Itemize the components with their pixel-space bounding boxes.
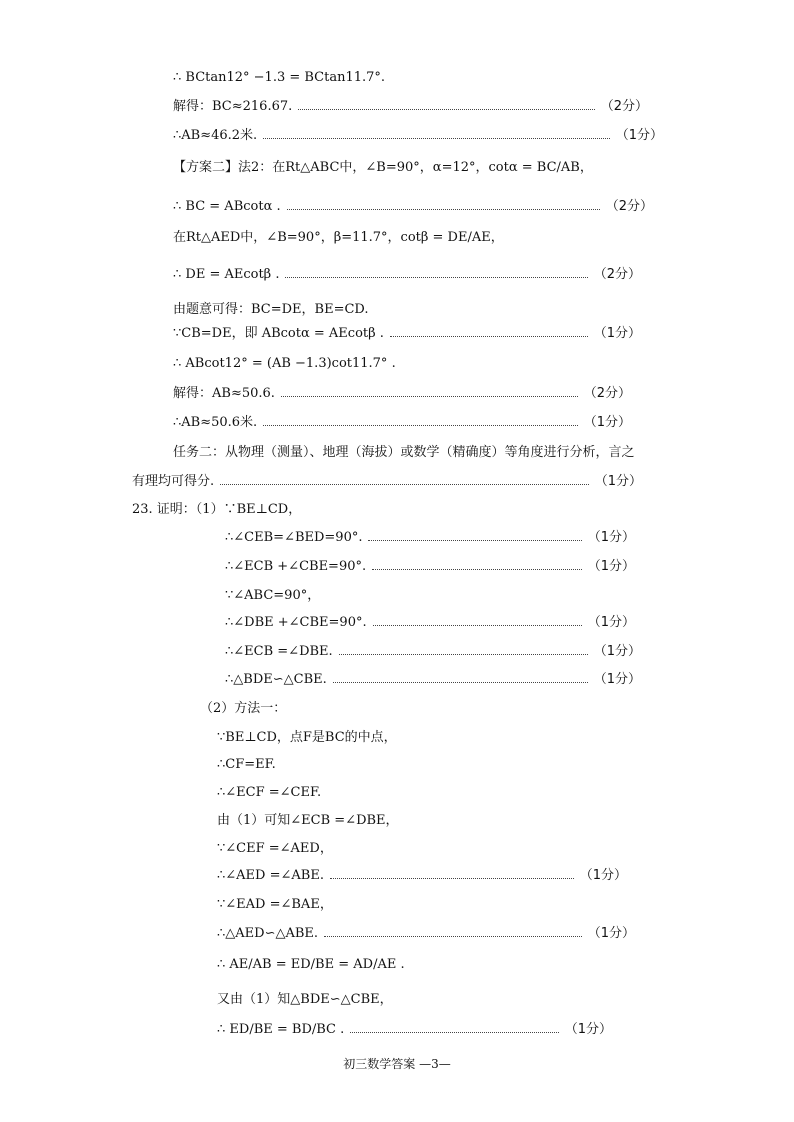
line-23: ∵BE⊥CD，点F是BC的中点， [217,730,397,745]
line-28-text: ∴∠AED =∠ABE. [217,868,324,883]
line-32: 又由（1）知△BDE∽△CBE， [217,992,393,1007]
line-1: ∴ BCtan12° −1.3 = BCtan11.7°. [173,70,386,85]
leader-dots [339,654,588,655]
score-label: （1分） [593,672,641,687]
line-7 [173,265,641,285]
leader-dots [333,682,588,683]
line-33 [217,1020,612,1040]
leader-dots [298,109,594,110]
line-25: ∴∠ECF =∠CEF. [217,785,322,800]
score-label: （2分） [605,199,653,214]
score-label: （1分） [564,1022,612,1037]
leader-dots [350,1032,558,1033]
line-21 [225,670,641,690]
line-24: ∴CF=EF. [217,757,276,772]
score-label: （1分） [587,530,635,545]
score-label: （1分） [587,615,635,630]
line-31: ∴ AE/AB = ED/BE = AD/AE . [217,957,405,972]
line-17 [225,557,635,577]
line-12-text: ∴AB≈50.6米. [173,415,258,430]
score-label: （1分） [615,128,663,143]
line-19 [225,613,635,633]
score-label: （2分） [600,99,648,114]
line-20-text: ∴∠ECB =∠DBE. [225,644,333,659]
line-15: 23. 证明：（1）∵BE⊥CD， [132,502,302,517]
line-3-text: ∴AB≈46.2米. [173,128,258,143]
line-11 [173,384,631,404]
line-14 [132,472,642,492]
leader-dots [373,625,582,626]
line-5 [173,197,653,217]
leader-dots [285,277,587,278]
line-7-text: ∴ DE = AEcotβ . [173,267,280,282]
leader-dots [372,569,582,570]
line-2 [173,97,648,117]
line-12 [173,413,631,433]
score-label: （1分） [587,559,635,574]
leader-dots [330,878,574,879]
line-16-text: ∴∠CEB=∠BED=90°. [225,530,363,545]
line-2-text: 解得：BC≈216.67. [173,99,293,114]
line-17-text: ∴∠ECB +∠CBE=90°. [225,559,367,574]
line-5-text: ∴ BC = ABcotα . [173,199,281,214]
line-21-text: ∴△BDE∽△CBE. [225,672,327,687]
line-30 [217,924,635,944]
line-8: 由题意可得：BC=DE，BE=CD. [173,302,369,317]
leader-dots [390,336,588,337]
line-10: ∴ ABcot12° = (AB −1.3)cot11.7° . [173,356,396,371]
line-9-text: ∵CB=DE，即 ABcotα = AEcotβ . [173,326,384,341]
leader-dots [263,138,610,139]
line-26: 由（1）可知∠ECB =∠DBE， [217,813,399,828]
score-label: （1分） [593,644,641,659]
leader-dots [324,936,582,937]
score-label: （1分） [587,926,635,941]
score-label: （1分） [593,326,641,341]
line-22: （2）方法一： [200,701,287,716]
line-6: 在Rt△AED中，∠B=90°，β=11.7°，cotβ = DE/AE， [173,230,504,245]
line-3 [173,126,663,146]
line-33-text: ∴ ED/BE = BD/BC . [217,1022,345,1037]
leader-dots [220,484,589,485]
line-27: ∵∠CEF =∠AED， [217,841,333,856]
leader-dots [263,425,578,426]
line-19-text: ∴∠DBE +∠CBE=90°. [225,615,367,630]
score-label: （2分） [583,386,631,401]
line-14-text: 有理均可得分. [132,474,215,489]
line-11-text: 解得：AB≈50.6. [173,386,275,401]
line-28 [217,866,627,886]
line-13: 任务二：从物理（测量）、地理（海拔）或数学（精确度）等角度进行分析，言之 [173,445,635,460]
line-18: ∵∠ABC=90°， [225,588,321,603]
line-30-text: ∴△AED∽△ABE. [217,926,319,941]
leader-dots [281,396,578,397]
line-9 [173,324,641,344]
leader-dots [368,540,581,541]
line-29: ∵∠EAD =∠BAE， [217,897,333,912]
line-20 [225,642,641,662]
line-16 [225,528,635,548]
score-label: （1分） [579,868,627,883]
score-label: （1分） [594,474,642,489]
leader-dots [287,209,600,210]
line-4: 【方案二】法2：在Rt△ABC中，∠B=90°，α=12°，cotα = BC/AB， [173,160,593,175]
page-footer: 初三数学答案 —3— [343,1057,451,1071]
score-label: （1分） [583,415,631,430]
score-label: （2分） [593,267,641,282]
